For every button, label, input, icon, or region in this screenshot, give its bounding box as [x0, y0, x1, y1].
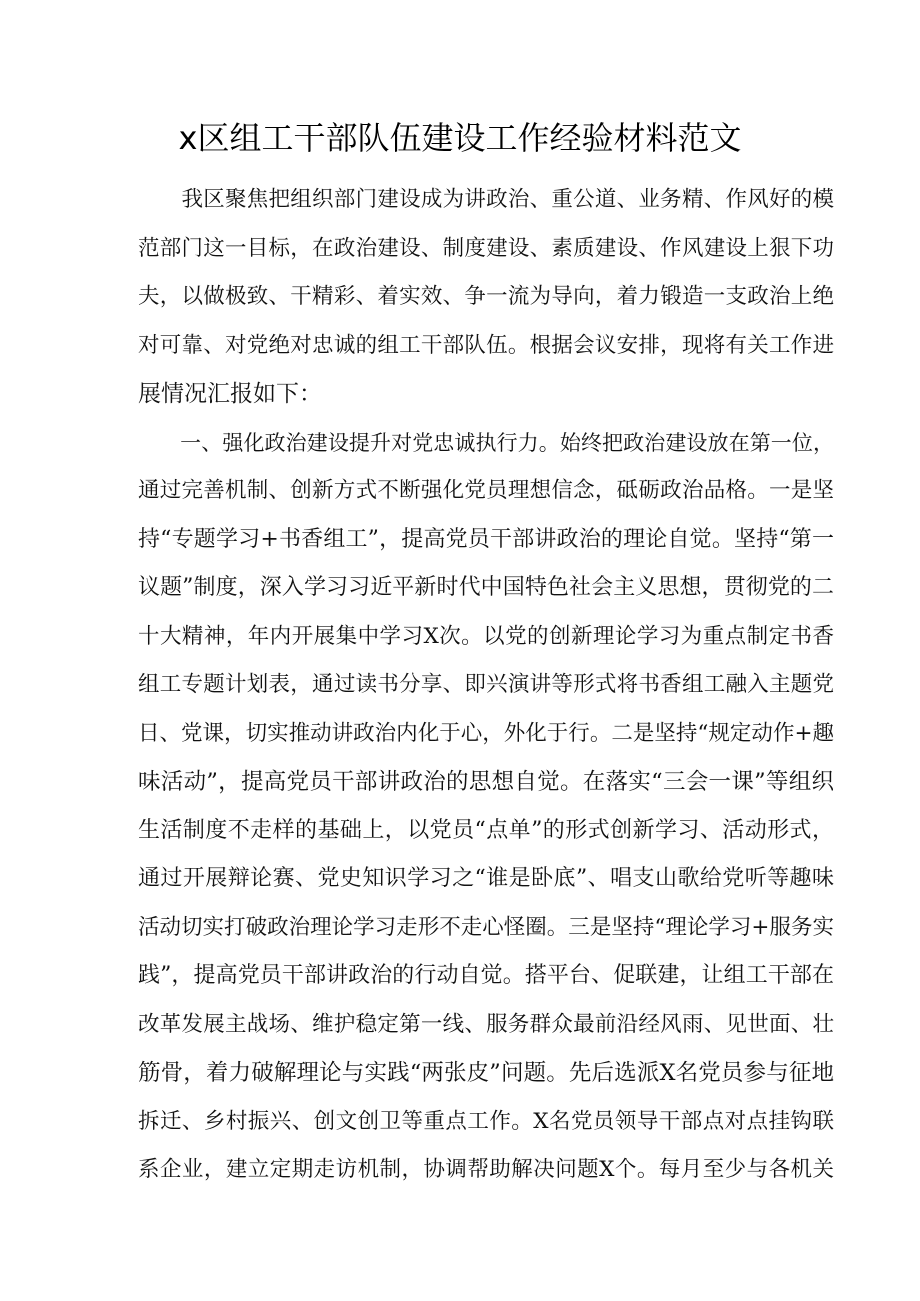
text-line: 筋骨，着力破解理论与实践“两张皮”问题。先后选派X名党员参与征地	[138, 1060, 834, 1086]
text-line: 范部门这一目标，在政治建设、制度建设、素质建设、作风建设上狠下功	[138, 235, 834, 261]
document-body	[138, 176, 834, 1195]
text-line: 系企业，建立定期走访机制，协调帮助解决问题X个。每月至少与各机关	[138, 1157, 834, 1182]
text-line: 十大精神，年内开展集中学习X次。以党的创新理论学习为重点制定书香	[138, 623, 834, 649]
text-line: 践”，提高党员干部讲政治的行动自觉。搭平台、促联建，让组工干部在	[138, 963, 834, 988]
text-line: 组工专题计划表，通过读书分享、即兴演讲等形式将书香组工融入主题党	[138, 672, 834, 697]
paragraph-intro	[138, 176, 834, 419]
text-line: 改革发展主战场、维护稳定第一线、服务群众最前沿经风雨、见世面、壮	[138, 1011, 834, 1037]
text-line: 对可靠、对党绝对忠诚的组工干部队伍。根据会议安排，现将有关工作进	[138, 332, 834, 358]
text-line: 拆迁、乡村振兴、创文创卫等重点工作。X名党员领导干部点对点挂钩联	[138, 1108, 834, 1134]
text-line: 通过开展辩论赛、党史知识学习之“谁是卧底”、唱支山歌给党听等趣味	[138, 866, 834, 891]
text-line: 生活制度不走样的基础上，以党员“点单”的形式创新学习、活动形式，	[138, 817, 834, 843]
text-line: 一、强化政治建设提升对党忠诚执行力。始终把政治建设放在第一位，	[138, 430, 834, 455]
text-line: 夫，以做极致、干精彩、着实效、争一流为导向，着力锻造一支政治上绝	[138, 284, 834, 309]
text-line: 持“专题学习+书香组工”，提高党员干部讲政治的理论自觉。坚持“第一	[138, 526, 834, 552]
text-line: 通过完善机制、创新方式不断强化党员理想信念，砥砺政治品格。一是坚	[138, 478, 834, 503]
text-line: 日、党课，切实推动讲政治内化于心，外化于行。二是坚持“规定动作+趣	[138, 720, 834, 746]
text-line: 展情况汇报如下：	[138, 381, 322, 407]
text-line: 活动切实打破政治理论学习走形不走心怪圈。三是坚持“理论学习+服务实	[138, 914, 834, 940]
text-line: 我区聚焦把组织部门建设成为讲政治、重公道、业务精、作风好的模	[138, 187, 834, 212]
text-line: 味活动”，提高党员干部讲政治的思想自觉。在落实“三会一课”等组织	[138, 769, 834, 795]
paragraph-political-building	[138, 419, 834, 1195]
text-line: 议题”制度，深入学习习近平新时代中国特色社会主义思想，贯彻党的二	[138, 575, 834, 600]
document-title: x区组工干部队伍建设工作经验材料范文	[178, 119, 742, 157]
